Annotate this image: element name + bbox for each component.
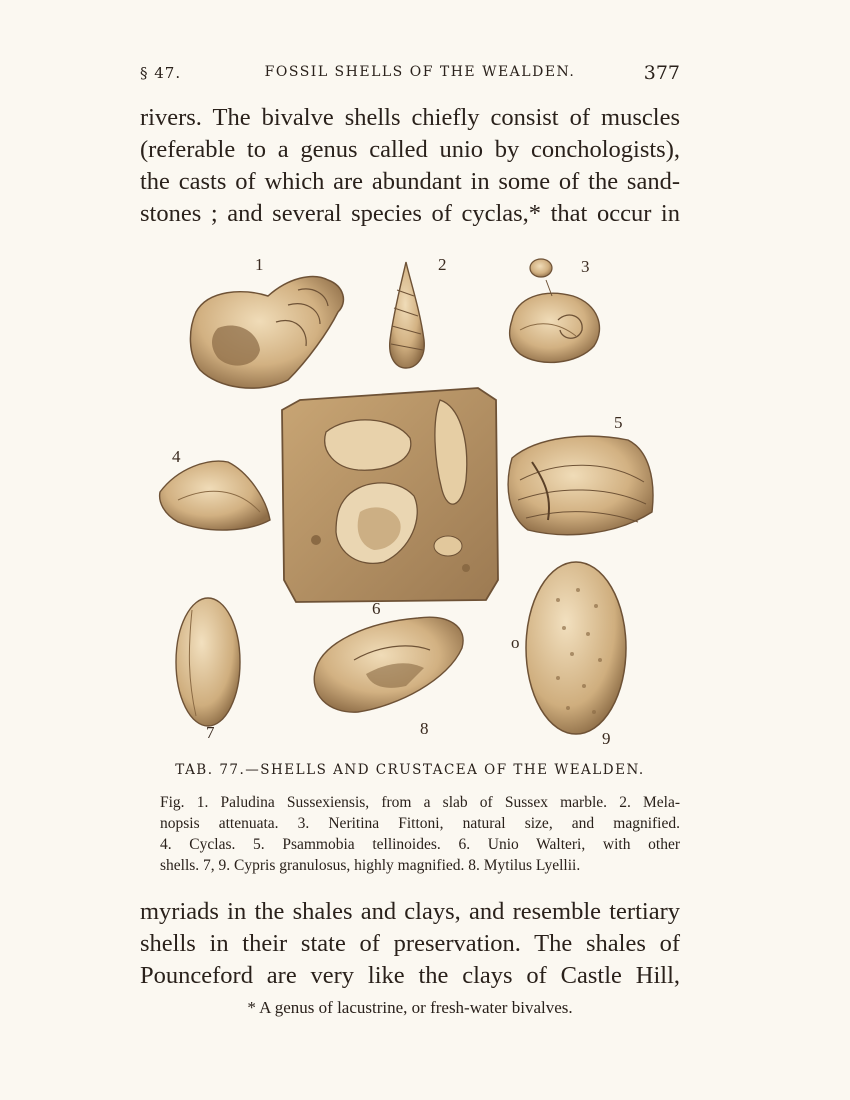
text-line: shells in their state of preservation. The shales of <box>140 930 680 957</box>
text-line: stones ; and several species of cyclas,* that occur in <box>140 200 680 227</box>
text-line: Pounceford are very like the clays of Castle Hill, <box>140 962 680 989</box>
figure-label-8: 8 <box>420 719 429 738</box>
text-line: rivers. The bivalve shells chiefly consist of muscles <box>140 104 680 131</box>
plate-caption <box>160 792 680 876</box>
figure-1-paludina <box>190 277 343 389</box>
figure-label-9: 9 <box>602 729 611 748</box>
caption-line: nopsis attenuata. 3. Neritina Fittoni, natural size, and magnified. <box>160 815 680 832</box>
figure-5-psammobia <box>508 436 653 534</box>
footnote: * A genus of lacustrine, or fresh-water bivalves. <box>247 998 573 1017</box>
figure-label-7: 7 <box>206 723 215 742</box>
figure-2-melanopsis <box>390 262 425 368</box>
text-line: the casts of which are abundant in some of the sand- <box>140 168 680 195</box>
body-paragraph-bottom <box>140 896 680 992</box>
figure-label-6: 6 <box>372 599 381 618</box>
figure-label-5: 5 <box>614 413 623 432</box>
chapter-title: FOSSIL SHELLS OF THE WEALDEN. <box>264 64 576 80</box>
figure-4-cyclas <box>160 461 270 530</box>
figure-label-o: o <box>511 633 520 652</box>
text-line: (referable to a genus called unio by conchologists), <box>140 136 680 163</box>
caption-line: shells. 7, 9. Cypris granulosus, highly magnified. 8. Mytilus Lyellii. <box>160 857 581 874</box>
running-head <box>140 62 680 86</box>
text-line: myriads in the shales and clays, and resemble tertiary <box>140 898 680 925</box>
page-number: 377 <box>643 62 680 84</box>
figure-8-mytilus <box>314 617 463 712</box>
figure-label-1: 1 <box>255 255 264 274</box>
caption-line: Fig. 1. Paludina Sussexiensis, from a slab of Sussex marble. 2. Mela- <box>160 794 680 811</box>
figure-label-2: 2 <box>438 255 447 274</box>
plate-caption-title: TAB. 77.—SHELLS AND CRUSTACEA OF THE WEALDEN. <box>175 762 645 778</box>
figure-9-cypris <box>526 562 626 734</box>
figure-7-cypris <box>176 598 240 726</box>
figure-label-4: 4 <box>172 447 181 466</box>
caption-line: 4. Cyclas. 5. Psammobia tellinoides. 6. Unio Walteri, with other <box>160 836 680 853</box>
figure-6-unio-slab <box>282 388 498 602</box>
body-paragraph-top <box>140 102 680 230</box>
fossil-plate-illustration <box>148 250 678 750</box>
figure-label-3: 3 <box>581 257 590 276</box>
section-number: § 47. <box>140 64 182 82</box>
